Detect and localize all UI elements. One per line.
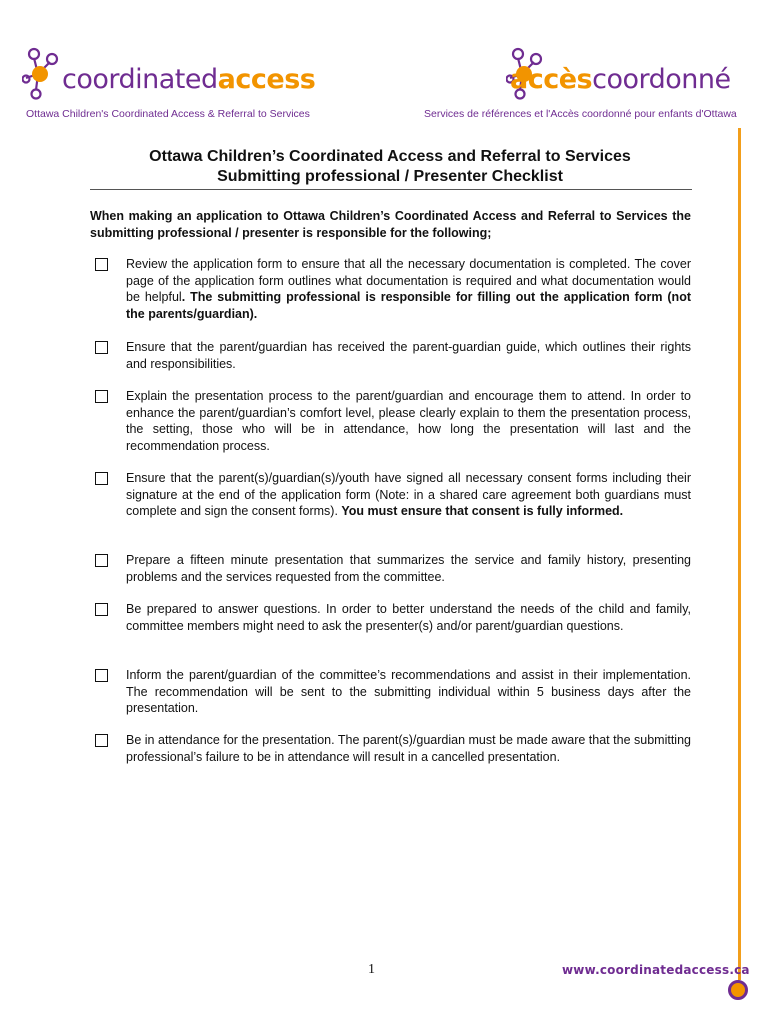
checkbox[interactable]: [95, 734, 108, 747]
checkbox[interactable]: [95, 472, 108, 485]
checklist-text: Be in attendance for the presentation. The parent(s)/guardian must be made aware that the submitting professional’s failure to be in attendance will result in a cancelled presentation.: [126, 733, 691, 764]
checklist-text: Review the application form to ensure that all the necessary documentation is completed. The cover page of the application form outlines what documentation is required and what documentation would be helpful. The submitting professional is responsible for filling out the application form (not the parents/guardian).: [126, 257, 691, 321]
logo-word-access: access: [217, 64, 316, 95]
checklist-text: Ensure that the parent/guardian has received the parent-guardian guide, which outlines their rights and responsibilities.: [126, 340, 691, 371]
checklist-text: Ensure that the parent(s)/guardian(s)/youth have signed all necessary consent forms including their signature at the end of the application form (Note: in a shared care agreement both guardians must complete and sign the consent forms). You must ensure that consent is fully informed.: [126, 471, 691, 518]
checklist-item: [90, 667, 691, 717]
logo-wordmark: [510, 64, 731, 95]
logo-word-coordonne: coordonné: [592, 64, 731, 95]
checklist-text: Inform the parent/guardian of the committee’s recommendations and assist in their implementation. The recommendation will be sent to the submitting individual within 5 business days after the presentation.: [126, 668, 691, 715]
footer-url-link[interactable]: www.coordinatedaccess.ca: [562, 963, 750, 977]
page-subtitle: Submitting professional / Presenter Checklist: [217, 168, 563, 185]
logo-word-acces: accès: [510, 64, 593, 95]
logo-wordmark: [62, 64, 315, 95]
checkbox[interactable]: [95, 341, 108, 354]
intro-paragraph: When making an application to Ottawa Children’s Coordinated Access and Referral to Services the submitting professional / presenter is responsible for the following;: [90, 209, 691, 240]
logo-coordinated-access: [22, 44, 322, 124]
page-number: 1: [368, 962, 375, 977]
molecule-logo-icon: [22, 44, 66, 104]
logo-word-coordinated: coordinated: [62, 64, 218, 95]
checkbox[interactable]: [95, 554, 108, 567]
checklist-item: [90, 470, 691, 520]
checklist-item: [90, 388, 691, 454]
checkbox[interactable]: [95, 603, 108, 616]
logo-acces-coordonne: [420, 44, 750, 124]
checkbox[interactable]: [95, 258, 108, 271]
checklist-item: [90, 732, 691, 765]
logo-tagline: Ottawa Children's Coordinated Access & Referral to Services: [26, 108, 310, 120]
checklist-item: [90, 552, 691, 585]
checklist-text: Be prepared to answer questions. In order to better understand the needs of the child and family, committee members might need to ask the presenter(s) and/or parent/guardian questions.: [126, 602, 691, 633]
logo-tagline: Services de références et l'Accès coordonné pour enfants d'Ottawa: [424, 108, 737, 120]
decorative-vertical-line: [738, 128, 741, 980]
checklist-item: [90, 601, 691, 634]
page-title: Ottawa Children’s Coordinated Access and Referral to Services: [149, 148, 631, 165]
checkbox[interactable]: [95, 390, 108, 403]
title-divider: [90, 189, 692, 190]
checkbox[interactable]: [95, 669, 108, 682]
checklist-text: Explain the presentation process to the parent/guardian and encourage them to attend. In order to enhance the parent/guardian’s comfort level, please clearly explain to them the presentation process, the setting, those who will be in attendance, how long the presentation will last and the recommendation process.: [126, 389, 691, 453]
checklist-text: Prepare a fifteen minute presentation that summarizes the service and family history, presenting problems and the services requested from the committee.: [126, 553, 691, 584]
checklist-item: [90, 339, 691, 372]
checklist-item: [90, 256, 691, 322]
decorative-dot-icon: [728, 980, 748, 1000]
